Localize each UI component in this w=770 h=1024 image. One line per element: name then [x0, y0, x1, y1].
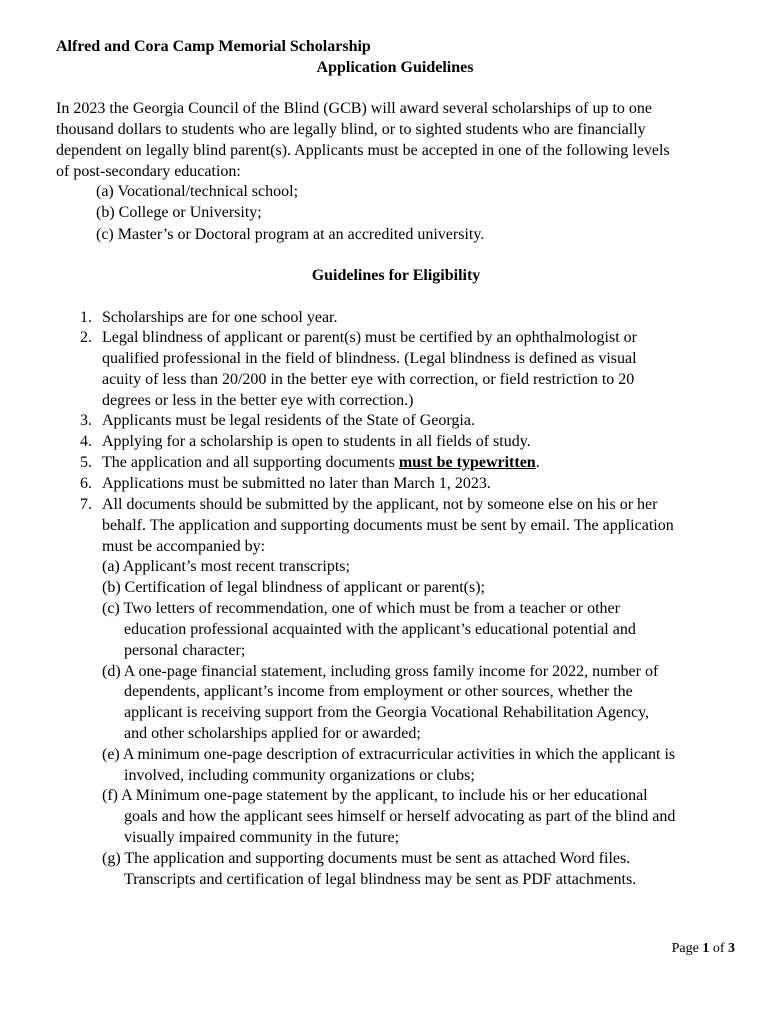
intro-line: In 2023 the Georgia Council of the Blind (GCB) will award several scholarships of up to one	[56, 100, 653, 117]
education-level-item: (c) Master’s or Doctoral program at an accredited university.	[96, 226, 485, 243]
item-text: acuity of less than 20/200 in the better eye with correction, or field restriction to 20	[102, 371, 635, 388]
sub-item: (b) Certification of legal blindness of applicant or parent(s);	[102, 579, 485, 596]
item-number: 3.	[80, 412, 92, 429]
sub-item-continued: and other scholarships applied for or awarded;	[124, 725, 421, 742]
item-text: degrees or less in the better eye with correction.)	[102, 392, 414, 409]
sub-item: (d) A one-page financial statement, including gross family income for 2022, number of	[102, 663, 659, 680]
emphasized-text: must be typewritten	[398, 454, 536, 471]
scholarship-title: Alfred and Cora Camp Memorial Scholarship	[56, 38, 371, 55]
education-level-item: (b) College or University;	[96, 204, 262, 221]
item-text: Scholarships are for one school year.	[102, 309, 338, 326]
sub-item: (f) A Minimum one-page statement by the applicant, to include his or her educational	[102, 787, 648, 804]
sub-item-continued: personal character;	[124, 642, 246, 659]
item-text: Applying for a scholarship is open to students in all fields of study.	[102, 433, 531, 450]
sub-item: (a) Applicant’s most recent transcripts;	[102, 558, 350, 575]
intro-line: thousand dollars to students who are legally blind, or to sighted students who are financially	[56, 121, 646, 138]
item-number: 2.	[80, 329, 92, 346]
item-text: behalf. The application and supporting documents must be sent by email. The application	[102, 517, 674, 534]
sub-item-continued: visually impaired community in the future;	[124, 829, 400, 846]
item-text	[102, 452, 540, 473]
item-text: Applications must be submitted no later than March 1, 2023.	[102, 475, 491, 492]
current-page: 1	[702, 941, 710, 956]
item-text: All documents should be submitted by the applicant, not by someone else on his or her	[102, 496, 658, 513]
item-text: qualified professional in the field of blindness. (Legal blindness is defined as visual	[102, 350, 637, 367]
item-number: 5.	[80, 454, 92, 471]
item-text-pre: The application and all supporting documents	[102, 454, 399, 471]
item-number: 7.	[80, 496, 92, 513]
sub-item-continued: Transcripts and certification of legal blindness may be sent as PDF attachments.	[124, 871, 637, 888]
eligibility-heading: Guidelines for Eligibility	[311, 267, 481, 284]
sub-item: (c) Two letters of recommendation, one of which must be from a teacher or other	[102, 600, 620, 617]
intro-line: dependent on legally blind parent(s). Applicants must be accepted in one of the following levels	[56, 142, 670, 159]
item-number: 6.	[80, 475, 92, 492]
total-pages: 3	[728, 941, 735, 956]
item-number: 1.	[80, 309, 92, 326]
of-label: of	[712, 941, 725, 956]
sub-item-continued: applicant is receiving support from the Georgia Vocational Rehabilitation Agency,	[124, 704, 650, 721]
item-number: 4.	[80, 433, 92, 450]
education-level-item: (a) Vocational/technical school;	[96, 183, 299, 200]
item-text: Legal blindness of applicant or parent(s) must be certified by an ophthalmologist or	[102, 329, 637, 346]
item-text: Applicants must be legal residents of the State of Georgia.	[102, 412, 475, 429]
sub-item: (e) A minimum one-page description of extracurricular activities in which the applicant is	[102, 746, 676, 763]
guidelines-title: Application Guidelines	[316, 59, 474, 76]
intro-line: of post-secondary education:	[56, 163, 241, 180]
page-label: Page	[671, 941, 699, 956]
sub-item-continued: goals and how the applicant sees himself or herself advocating as part of the blind and	[124, 808, 676, 825]
sub-item-continued: involved, including community organizations or clubs;	[124, 767, 475, 784]
sub-item-continued: education professional acquainted with the applicant’s educational potential and	[124, 621, 636, 638]
sub-item-continued: dependents, applicant’s income from employment or other sources, whether the	[124, 683, 633, 700]
item-text-post: .	[535, 454, 540, 471]
page-number-footer	[672, 941, 735, 957]
item-text: must be accompanied by:	[102, 538, 266, 555]
sub-item: (g) The application and supporting documents must be sent as attached Word files.	[102, 850, 631, 867]
